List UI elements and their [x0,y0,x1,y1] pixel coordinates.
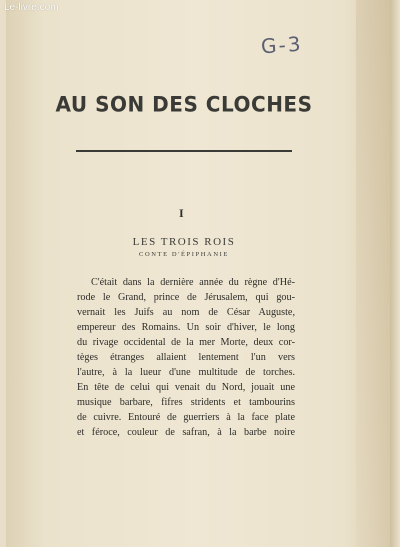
page-title: AU SON DES CLOCHES [55,91,313,117]
chapter-title: LES TROIS ROIS [132,236,236,248]
title-divider [76,150,292,152]
chapter-subtitle: CONTE D'ÉPIPHANIE [139,251,229,258]
handwritten-note: G-3 [260,31,304,59]
section-numeral: I [179,206,184,220]
text-line: et féroce, couleur de safran, à la barbe noire [77,427,295,438]
text-line: vernait les Juifs au nom de César Auguste, [77,307,295,318]
text-line: du rivage occidental de la mer Morte, deux cor- [77,337,295,348]
text-line: En tête de celui qui venait du Nord, jouait une [77,382,295,393]
book-page [6,0,390,547]
text-line: musique barbare, fifres stridents et tambourins [77,397,295,408]
text-line: l'autre, à la lueur d'une multitude de torches. [77,367,295,378]
text-line: C'était dans la dernière année du règne d'Hé- [91,277,295,288]
text-line: empereur des Romains. Un soir d'hiver, le long [77,322,295,333]
body-text [77,275,295,440]
text-line: tèges étranges allaient lentement l'un vers [77,352,295,363]
text-line: rode le Grand, prince de Jérusalem, qui gou- [77,292,295,303]
watermark: Le-livre.com [4,2,59,13]
page-stain [356,0,396,547]
text-line: de cuivre. Entouré de guerriers à la face plate [77,412,295,423]
